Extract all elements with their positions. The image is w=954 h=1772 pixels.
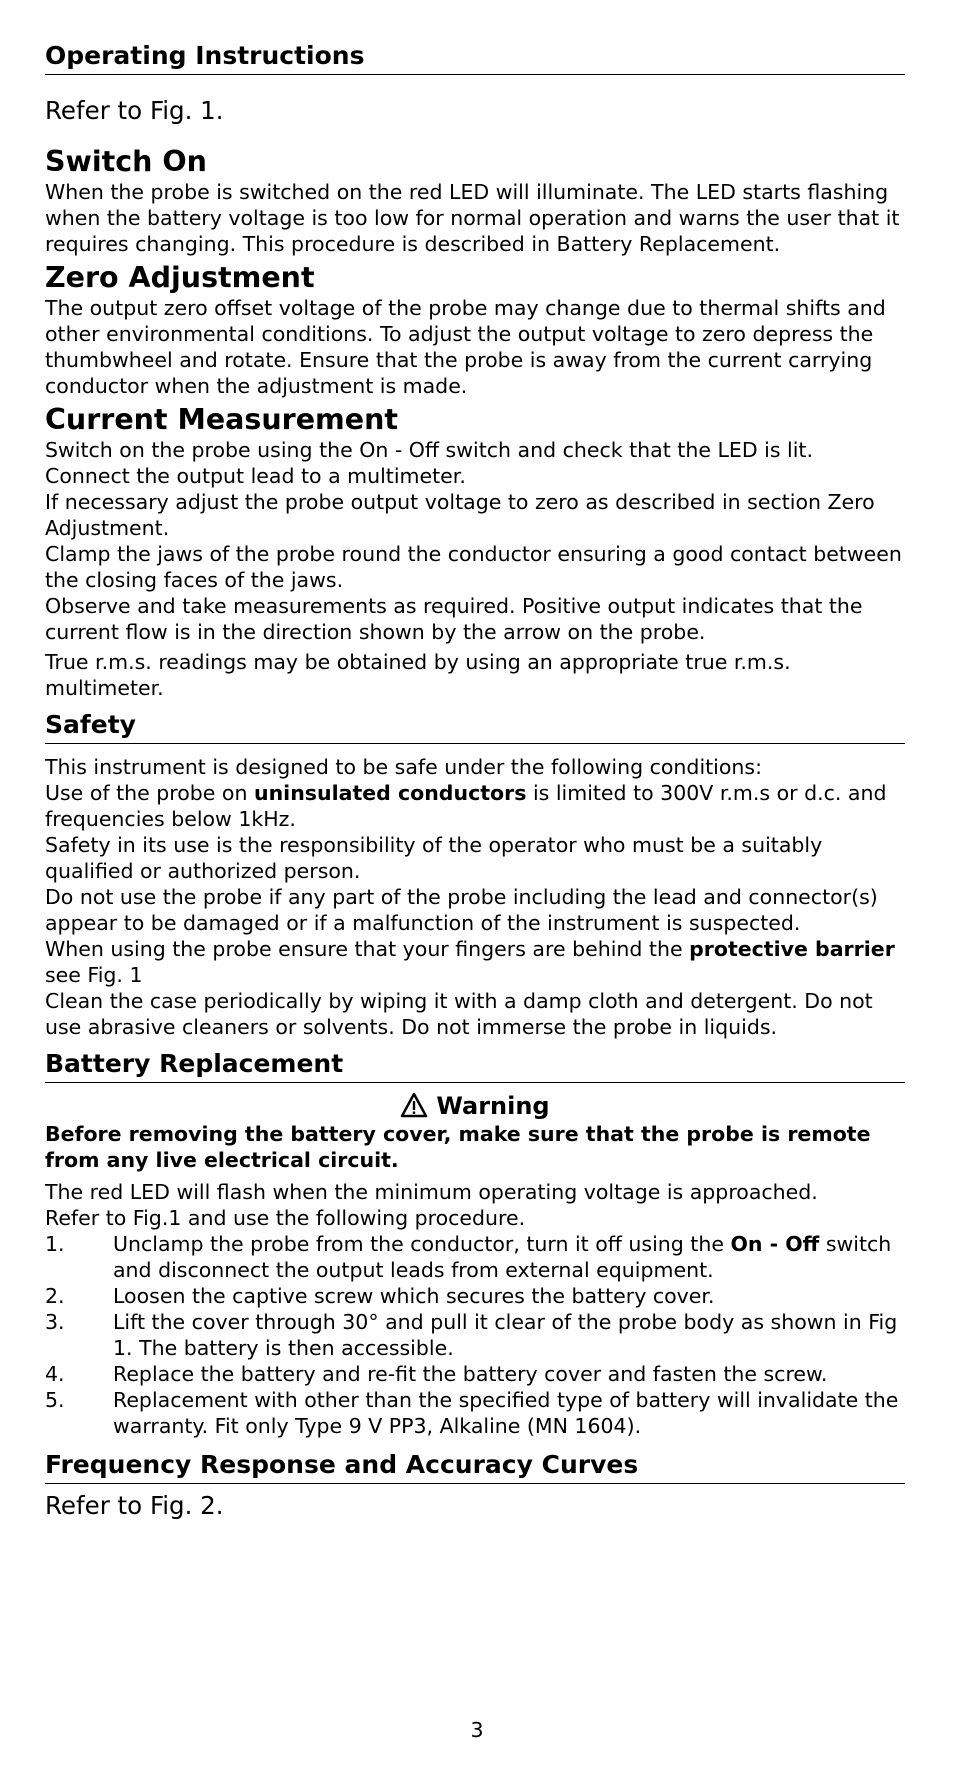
list-item: 5. Replacement with other than the specified type of battery will invalidate the warranty. Fit only Type 9 V PP3, Alkaline (MN 1604). (45, 1388, 899, 1438)
current-measurement-para: If necessary adjust the probe output voltage to zero as described in section Zero Adjustment. (45, 490, 875, 540)
safety-para: When using the probe ensure that your fingers are behind the protective barrier see Fig. 1 (45, 937, 895, 987)
warning-heading (45, 1091, 905, 1121)
list-item: 3. Lift the cover through 30° and pull it clear of the probe body as shown in Fig 1. The battery is then accessible. (45, 1310, 898, 1360)
refer-fig-1: Refer to Fig. 1. (45, 96, 224, 125)
warning-icon (400, 1092, 428, 1118)
current-measurement-para: Observe and take measurements as required. Positive output indicates that the current flow is in the direction shown by the arrow on the probe. (45, 594, 863, 644)
zero-adjustment-body: The output zero offset voltage of the probe may change due to thermal shifts and other environmental conditions. To adjust the output voltage to zero depress the thumbwheel and rotate. Ensure that the probe is away from the current carrying conductor when the adjustment is made. (45, 296, 886, 398)
list-item: 4. Replace the battery and re-fit the battery cover and fasten the screw. (45, 1362, 828, 1386)
document-page (45, 40, 905, 1522)
safety-para: Use of the probe on uninsulated conductors is limited to 300V r.m.s or d.c. and frequencies below 1kHz. (45, 781, 887, 831)
list-item: 1. Unclamp the probe from the conductor, turn it off using the On - Off switch and disconnect the output leads from external equipment. (45, 1232, 892, 1282)
safety-para: Safety in its use is the responsibility of the operator who must be a suitably qualified or authorized person. (45, 833, 823, 883)
list-item: 2. Loosen the captive screw which secures the battery cover. (45, 1284, 715, 1308)
switch-on-body: When the probe is switched on the red LED will illuminate. The LED starts flashing when the battery voltage is too low for normal operation and warns the user that it requires changing. This procedure is described in Battery Replacement. (45, 180, 900, 256)
zero-adjustment-heading: Zero Adjustment (45, 261, 315, 294)
switch-on-heading: Switch On (45, 145, 207, 178)
current-measurement-para: Switch on the probe using the On - Off switch and check that the LED is lit. (45, 438, 813, 462)
battery-intro: Refer to Fig.1 and use the following procedure. (45, 1206, 526, 1230)
safety-para: This instrument is designed to be safe under the following conditions: (45, 755, 762, 779)
current-measurement-para: Connect the output lead to a multimeter. (45, 464, 466, 488)
page-number: 3 (470, 1718, 484, 1742)
refer-fig-2: Refer to Fig. 2. (45, 1491, 224, 1520)
current-measurement-para: Clamp the jaws of the probe round the conductor ensuring a good contact between the closing faces of the jaws. (45, 542, 902, 592)
frequency-response-heading: Frequency Response and Accuracy Curves (45, 1449, 905, 1484)
safety-para: Clean the case periodically by wiping it with a damp cloth and detergent. Do not use abrasive cleaners or solvents. Do not immerse the probe in liquids. (45, 989, 873, 1039)
battery-steps (45, 1231, 905, 1439)
current-measurement-heading: Current Measurement (45, 403, 398, 436)
safety-para: Do not use the probe if any part of the probe including the lead and connector(s) appear to be damaged or if a malfunction of the instrument is suspected. (45, 885, 878, 935)
warning-text: Before removing the battery cover, make sure that the probe is remote from any live electrical circuit. (45, 1122, 871, 1172)
current-measurement-para: True r.m.s. readings may be obtained by using an appropriate true r.m.s. multimeter. (45, 650, 791, 700)
warning-label: Warning (436, 1092, 550, 1120)
section-header-operating-instructions: Operating Instructions (45, 40, 905, 75)
safety-heading: Safety (45, 709, 905, 744)
battery-replacement-heading: Battery Replacement (45, 1048, 905, 1083)
battery-intro: The red LED will flash when the minimum operating voltage is approached. (45, 1180, 818, 1204)
